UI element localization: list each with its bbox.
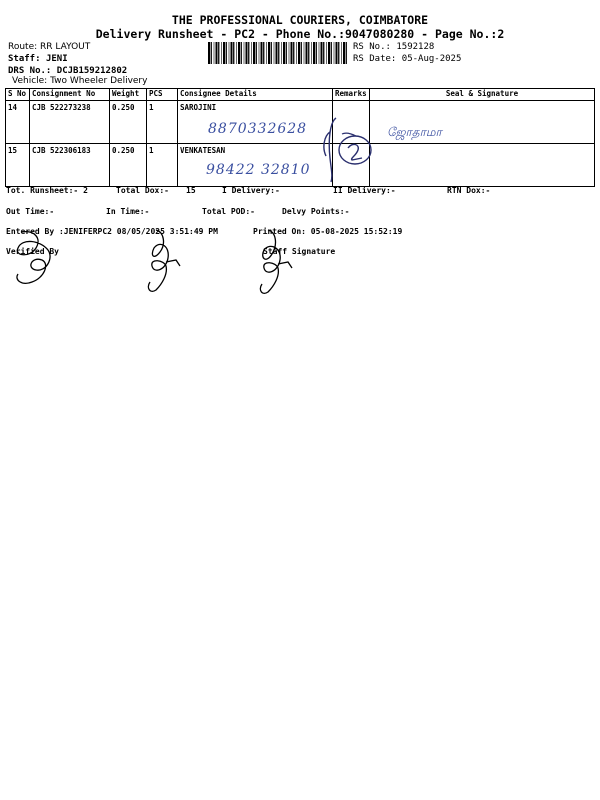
row-pcs: 1: [147, 101, 178, 144]
row-consignee: SAROJINI: [178, 101, 333, 144]
vehicle-label: Vehicle:: [12, 76, 48, 86]
rs-no-line: [353, 42, 434, 52]
handwritten-phone-2: 98422 32810: [206, 162, 311, 178]
rs-no-label: RS No.:: [353, 42, 391, 52]
drs-value: DCJB159212802: [56, 66, 128, 76]
staff-line: [8, 54, 68, 64]
staff-label: Staff:: [8, 54, 41, 64]
vehicle-line: [12, 76, 147, 86]
row-sno: 15: [6, 144, 30, 187]
signature-scribble-1: [8, 226, 68, 288]
row-sno: 14: [6, 101, 30, 144]
i-delivery: I Delivery:-: [222, 186, 280, 195]
col-remarks: Remarks: [333, 89, 370, 101]
total-dox-label: Total Dox:-: [116, 186, 169, 195]
rs-date-value: 05-Aug-2025: [401, 54, 462, 64]
col-consignment: Consignment No: [30, 89, 110, 101]
drs-line: [8, 66, 127, 76]
drs-label: DRS No.:: [8, 66, 52, 76]
total-pod: Total POD:-: [202, 207, 255, 216]
col-pcs: PCS: [147, 89, 178, 101]
handwritten-receiver-sign: ஜோதாமா: [387, 125, 442, 139]
staff-value: JENI: [45, 54, 68, 64]
table-header-row: [6, 89, 595, 101]
col-sno: S No: [6, 89, 30, 101]
runsheet-subtitle: Delivery Runsheet - PC2 - Phone No.:9047080280 - Page No.:2: [95, 27, 505, 41]
out-time: Out Time:-: [6, 207, 55, 216]
col-seal-signature: Seal & Signature: [370, 89, 595, 101]
row-weight: 0.250: [110, 101, 147, 144]
in-time: In Time:-: [106, 207, 150, 216]
ii-delivery: II Delivery:-: [333, 186, 396, 195]
signature-scribble-2: [140, 226, 190, 296]
row-seal: [370, 144, 595, 187]
signature-scribble-3: [250, 226, 300, 298]
remarks-signature-scribble: [300, 110, 380, 185]
tot-runsheet: Tot. Runsheet:- 2: [6, 186, 88, 195]
entered-by: Entered By :JENIFERPC2 08/05/2025 3:51:49 PM: [6, 227, 218, 236]
company-title: THE PROFESSIONAL COURIERS, COIMBATORE: [171, 13, 429, 27]
row-consignment: CJB 522273238: [30, 101, 110, 144]
route-label: Route:: [8, 42, 38, 52]
vehicle-value: Two Wheeler Delivery: [50, 76, 148, 86]
row-pcs: 1: [147, 144, 178, 187]
row-consignment: CJB 522306183: [30, 144, 110, 187]
col-weight: Weight: [110, 89, 147, 101]
rs-date-label: RS Date:: [353, 54, 397, 64]
barcode-image: [208, 42, 348, 64]
col-consignee: Consignee Details: [178, 89, 333, 101]
verified-by: Verified By: [6, 247, 59, 256]
total-dox-value: 15: [186, 186, 196, 195]
row-weight: 0.250: [110, 144, 147, 187]
staff-signature: Staff Signature: [263, 247, 336, 256]
rs-no-value: 1592128: [396, 42, 435, 52]
row-consignee: VENKATESAN: [178, 144, 333, 187]
rs-date-line: [353, 54, 461, 64]
route-line: [8, 42, 90, 52]
delvy-points: Delvy Points:-: [282, 207, 350, 216]
route-value: RR LAYOUT: [40, 42, 91, 52]
printed-on: Printed On: 05-08-2025 15:52:19: [253, 227, 403, 236]
rtn-dox: RTN Dox:-: [447, 186, 491, 195]
handwritten-phone-1: 8870332628: [208, 121, 308, 137]
